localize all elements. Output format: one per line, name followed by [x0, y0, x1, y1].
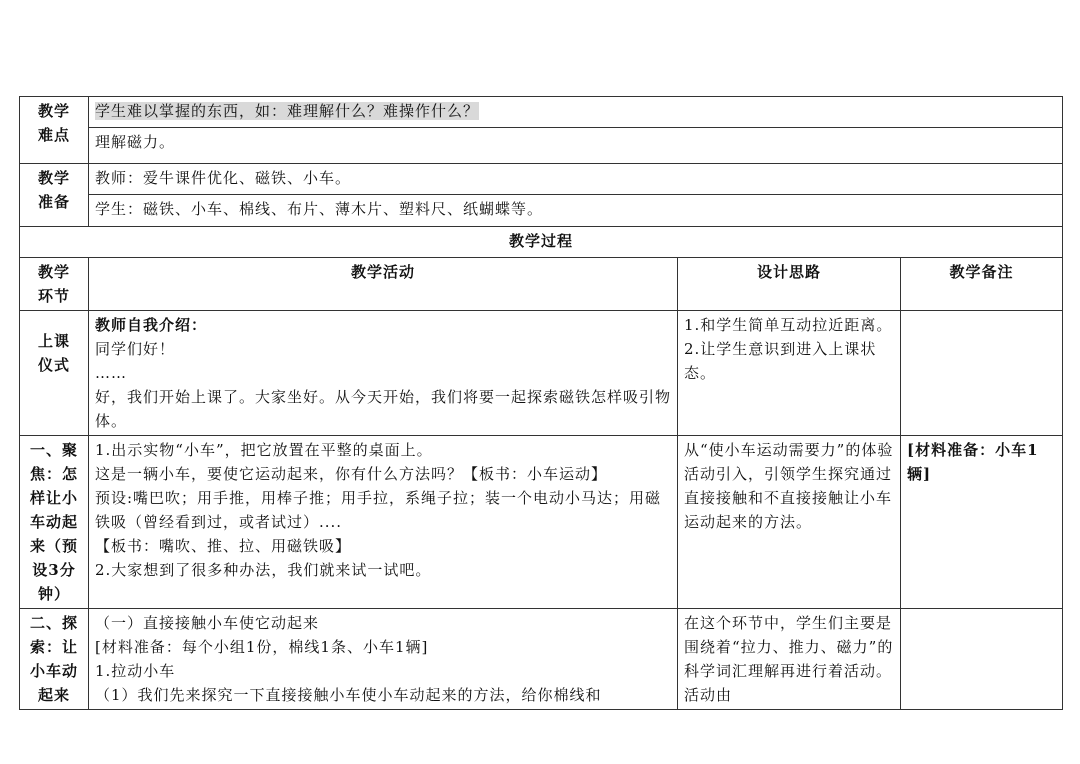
- activity-cell: （一）直接接触小车使它动起来 [材料准备：每个小组1份，棉线1条、小车1辆] 1.拉动小车 （1）我们先来探究一下直接接触小车使小车动起来的方法，给你棉线和: [89, 609, 678, 710]
- process-title: 教学过程: [20, 227, 1063, 258]
- prep-teacher: 教师：爱牛课件优化、磁铁、小车。: [89, 164, 1063, 195]
- table-row: [20, 436, 1063, 609]
- difficulty-text: 理解磁力。: [89, 128, 1063, 164]
- table-row: [20, 609, 1063, 710]
- prep-row-2: [20, 195, 1063, 227]
- header-activity: 教学活动: [89, 258, 678, 311]
- prep-label: 教学准备: [20, 164, 89, 227]
- stage-cell: 一、聚焦：怎样让小车动起来（预设3分钟）: [20, 436, 89, 609]
- stage-cell: 上课仪式: [20, 311, 89, 436]
- difficulty-prompt: 学生难以掌握的东西，如：难理解什么？难操作什么？: [95, 102, 480, 120]
- difficulty-row-2: [20, 128, 1063, 164]
- header-stage: 教学环节: [20, 258, 89, 311]
- activity-cell: 教师自我介绍： 同学们好！ …… 好，我们开始上课了。大家坐好。从今天开始，我们将要一起探索磁铁怎样吸引物体。: [89, 311, 678, 436]
- process-header-row: [20, 258, 1063, 311]
- header-design: 设计思路: [678, 258, 901, 311]
- table-row: [20, 311, 1063, 436]
- process-title-row: [20, 227, 1063, 258]
- header-notes: 教学备注: [901, 258, 1063, 311]
- lesson-plan-table: [19, 96, 1063, 710]
- activity-cell: 1.出示实物“小车”，把它放置在平整的桌面上。 这是一辆小车，要使它运动起来，你有什么方法吗？【板书：小车运动】 预设:嘴巴吹；用手推，用棒子推；用手拉，系绳子拉；装一个电动小马达；用磁铁吸（曾经看到过，或者试过）.... 【板书：嘴吹、推、拉、用磁铁吸】 2.大家想到了很多种办法，我们就来试一试吧。: [89, 436, 678, 609]
- design-cell: 从“使小车运动需要力”的体验活动引入，引领学生探究通过直接接触和不直接接触让小车运动起来的方法。: [678, 436, 901, 609]
- design-cell: 在这个环节中，学生们主要是围绕着“拉力、推力、磁力”的科学词汇理解再进行着活动。活动由: [678, 609, 901, 710]
- notes-cell: [材料准备：小车1辆]: [901, 436, 1063, 609]
- difficulty-row-1: [20, 97, 1063, 128]
- notes-cell: [901, 311, 1063, 436]
- difficulty-prompt-cell: [89, 97, 1063, 128]
- design-cell: 1.和学生简单互动拉近距离。2.让学生意识到进入上课状态。: [678, 311, 901, 436]
- prep-student: 学生：磁铁、小车、棉线、布片、薄木片、塑料尺、纸蝴蝶等。: [89, 195, 1063, 227]
- difficulty-label: 教学难点: [20, 97, 89, 164]
- prep-row-1: [20, 164, 1063, 195]
- stage-cell: 二、探索：让小车动起来: [20, 609, 89, 710]
- notes-cell: [901, 609, 1063, 710]
